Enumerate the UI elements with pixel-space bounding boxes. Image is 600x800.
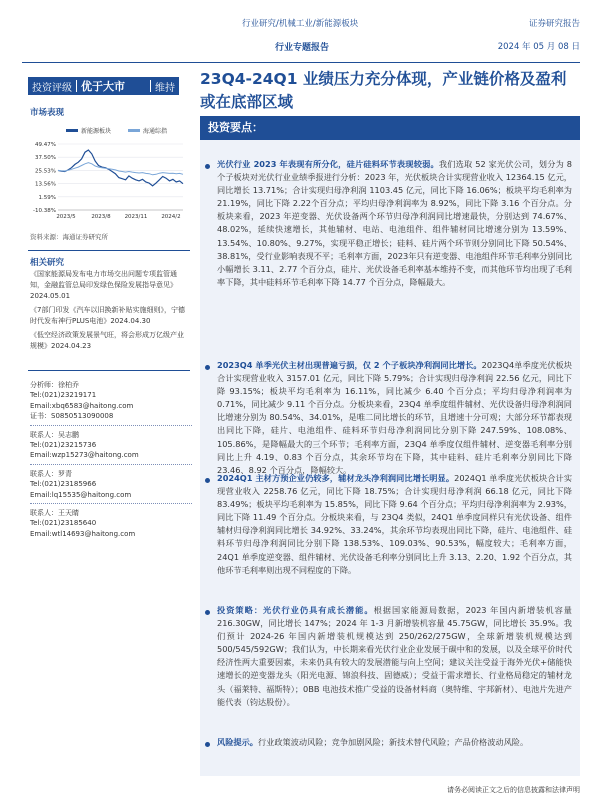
x-tick-label: 2024/2 (161, 214, 181, 220)
contact-block (30, 469, 190, 500)
report-type: 证券研究报告 (528, 19, 580, 29)
key-point-lead: 光伏行业 2023 年表现有所分化，硅片硅料环节表现较弱。 (217, 159, 439, 169)
key-point-paragraph (217, 736, 572, 749)
key-point-lead: 2024Q1 主材方预企业仍较多，辅材龙头净利润同比增长明显。 (217, 473, 455, 483)
y-tick-label: 1.59% (38, 194, 56, 201)
x-tick-label: 2023/5 (56, 214, 76, 220)
related-item[interactable]: 《国家能源局发布电力市场交出问题专项监管通知，金融监管总局印发绿色保险发展指导意见》2024.05.01 (30, 270, 177, 300)
contact-email[interactable]: Email:wzp15273@haitong.com (30, 451, 139, 460)
section-rule (28, 370, 190, 371)
report-date: 2024 年 05 月 08 日 (497, 42, 580, 52)
related-item[interactable]: 《低空经济政策发展景气旺，将会形成万亿级产业规模》2024.04.23 (30, 331, 184, 350)
rating-label: 投资评级 (32, 82, 72, 94)
analyst-name: 分析师：徐柏乔 (30, 381, 79, 389)
contact-name: 联系人：吴志鹏 (30, 430, 79, 439)
contact-name: 联系人：王天睛 (30, 509, 79, 518)
header-divider (22, 62, 580, 63)
contact-tel: Tel:(021)23185966 (30, 480, 97, 489)
x-tick-label: 2023/11 (124, 214, 148, 220)
investment-rating (28, 77, 179, 95)
analyst-divider (30, 503, 192, 504)
analyst-contacts (30, 380, 190, 542)
key-point-paragraph (217, 604, 572, 709)
key-point-paragraph (217, 472, 572, 577)
series-line-index (58, 163, 183, 175)
key-point-body: 2023Q4单季度光伏板块合计实现营业收入 3157.01 亿元，同比下降 5.79%；合计实现归母净利润 22.56 亿元，同比下降 93.15%；板块平均毛利率为 16.11%，同比减少 6.40 个百分点；平均归母净利润率为 0.71%，同比减少 9.11 个百分点。分板块来看，23Q4 单季度组件辅材、光伏设备归母净利润同比增速分别为 80.54%、34.01%，是唯二同比增长的环节，且增速十分可观；大部分环节都表现出同比下降，硅片、电池组件、硅料环节归母净利润同比分别下降 247.59%、108.08%、105.86%，是降幅最大的三个环节；毛利率方面，23Q4 单季度仅组件辅材、逆变器毛利率分别同比上升 4.19、0.83 个百分点，其余环节均在下降，其中硅料、硅片毛利率分别同比下降 23.46、8.92 个百分点，降幅较大。 (217, 360, 572, 475)
industry-category: 行业研究/机械工业/新能源板块 (242, 19, 359, 29)
y-tick-label: 37.50% (35, 155, 56, 162)
report-label: 行业专题报告 (275, 43, 330, 53)
bullet-icon (205, 478, 210, 483)
chart-source: 资料来源：海通证券研究所 (30, 233, 108, 241)
key-point-lead: 投资策略：光伏行业仍具有成长潜能。 (217, 605, 374, 615)
legend-label: 新能源板块 (81, 128, 112, 135)
key-point-body: 我们选取 52 家光伏公司，划分为 8 个子板块对光伏行业业绩季报进行分析：2023 年，光伏板块合计实现营业收入 12364.15 亿元，同比增长 13.71%；合计实现归母净利润 1103.45 亿元，同比下降 16.06%；板块平均毛利率为 21.19%，同比下降 2.22个百分点；平均归母净利润率为 8.92%，同比下降 3.16 个百分点。分板块来看，2023 年逆变器、光伏设备两个环节归母净利润同比增速最快，分别达到 74.67%、48.02%，延续快速增长，其他辅材、电站、电池组件、组件辅材同比增速分别为 13.59%、13.54%、10.80%、9.27%，实现平稳正增长；硅料、硅片两个环节则分别同比下降 50.54%、38.81%，受行业影响表现不平；毛利率方面，2023年只有逆变器、电池组件环节毛利率分别同比小幅增长 3.11、2.77 个百分点，硅片、光伏设备毛利率基本维持不变，而其他环节均出现了毛利率下降，其中硅料环节毛利率下降 14.77 个百分点，降幅最大。 (217, 159, 572, 287)
bullet-icon (205, 365, 210, 370)
market-chart-svg (28, 122, 190, 222)
bullet-icon (205, 742, 210, 747)
contact-email[interactable]: Email:wtl14693@haitong.com (30, 529, 136, 538)
x-tick-label: 2023/8 (91, 214, 111, 220)
contact-tel: Tel:(021)23215736 (30, 441, 97, 450)
key-point-body: 2024Q1 单季度光伏板块合计实现营业收入 2258.76 亿元，同比下降 18.75%；合计实现归母净利润 66.18 亿元，同比下降 83.49%；板块平均毛利率为 15.85%，同比下降 9.64 个百分点；平均归母净利润率为 2.93%，同比下降 11.49 个百分点。分板块来看，与 23Q4 类似，24Q1 单季度同样只有光伏设备、组件辅材归母净利润同比增长 34.92%、33.24%，其余环节均表现出同比下降，硅片、电池组件、硅料环节归母净利润同比分别下降 138.53%、109.03%、90.53%，幅度较大；毛利率方面，24Q1 单季度逆变器、组件辅材、光伏设备毛利率分别同比上升 3.13、2.20、1.92 个百分点，其他环节毛利率则出现不同程度的下降。 (217, 473, 573, 575)
section-rule (28, 250, 190, 251)
contact-tel: Tel:(021)23185640 (30, 519, 97, 528)
key-point-body: 行业政策波动风险；竞争加剧风险；新技术替代风险；产品价格波动风险。 (257, 737, 529, 747)
analyst-cert: 证书：S0850513090008 (30, 412, 114, 421)
analyst-tel: Tel:(021)23219171 (30, 391, 97, 400)
y-tick-label: -10.38% (33, 208, 56, 214)
key-point-lead: 风险提示。 (217, 737, 258, 747)
key-point-paragraph (217, 359, 572, 477)
analyst-email[interactable]: Email:xbq6583@haitong.com (30, 401, 134, 410)
key-point-paragraph (217, 158, 572, 289)
legend-swatch (66, 129, 78, 132)
key-point-body: 根据国家能源局数据，2023 年国内新增装机容量 216.30GW，同比增长 147%；2024 年 1-3 月新增装机容量 45.75GW，同比增长 35.9%。我们预计 2024-26 年国内新增装机规模达到 250/262/275GW，全球新增装机规模达到 500/545/592GW；我们认为，中长期来看光伏行业企业发展于碳中和的发展，以及全球平价时代经济性两大重要因素，未来仍具有较大的发展潜能与向上空间；建议关注受益于海外光伏+储能快速增长的逆变器龙头（阳光电源、锦浪科技、固德威）；受益于需求增长、行业格局稳定的辅材龙头（福莱特、福斯特）；0BB 电池技术推广受益的设备材料商（奥特维、宇邦新材）、电池片先进产能代表（钧达股份）。 (217, 605, 572, 707)
legend-swatch (128, 129, 140, 132)
market-chart (28, 122, 190, 222)
bullet-icon (205, 164, 210, 169)
key-points-header: 投资要点： (200, 116, 580, 140)
analyst-block (30, 380, 190, 422)
rating-action: 维持 (155, 82, 175, 94)
rating-value: 优于大市 (81, 80, 125, 93)
market-section-title: 市场表现 (30, 108, 65, 118)
report-title: 23Q4-24Q1 业绩压力充分体现，产业链价格及盈利或在底部区域 (200, 70, 567, 111)
contact-block (30, 430, 190, 461)
y-tick-label: 49.47% (35, 142, 56, 148)
disclaimer-footer: 请务必阅读正文之后的信息披露和法律声明 (447, 786, 580, 794)
related-section-title: 相关研究 (30, 258, 65, 268)
key-point-lead: 2023Q4 单季光伏主材出现普遍亏损，仅 2 个子板块净利润同比增长。 (217, 360, 482, 370)
contact-email[interactable]: Email:lq15535@haitong.com (30, 490, 132, 499)
y-tick-label: 25.53% (35, 168, 56, 175)
related-item[interactable]: 《7部门印发《汽车以旧换新补贴实施细则》，宁德时代发布神行PLUS电池》2024.04.30 (30, 306, 185, 325)
y-tick-label: 13.56% (35, 181, 56, 188)
contact-name: 联系人：罗青 (30, 469, 72, 478)
bullet-icon (205, 610, 210, 615)
legend-label: 海通综指 (143, 128, 168, 135)
related-research-list (30, 269, 190, 355)
analyst-divider (30, 425, 192, 426)
contact-block (30, 508, 190, 539)
analyst-divider (30, 464, 192, 465)
